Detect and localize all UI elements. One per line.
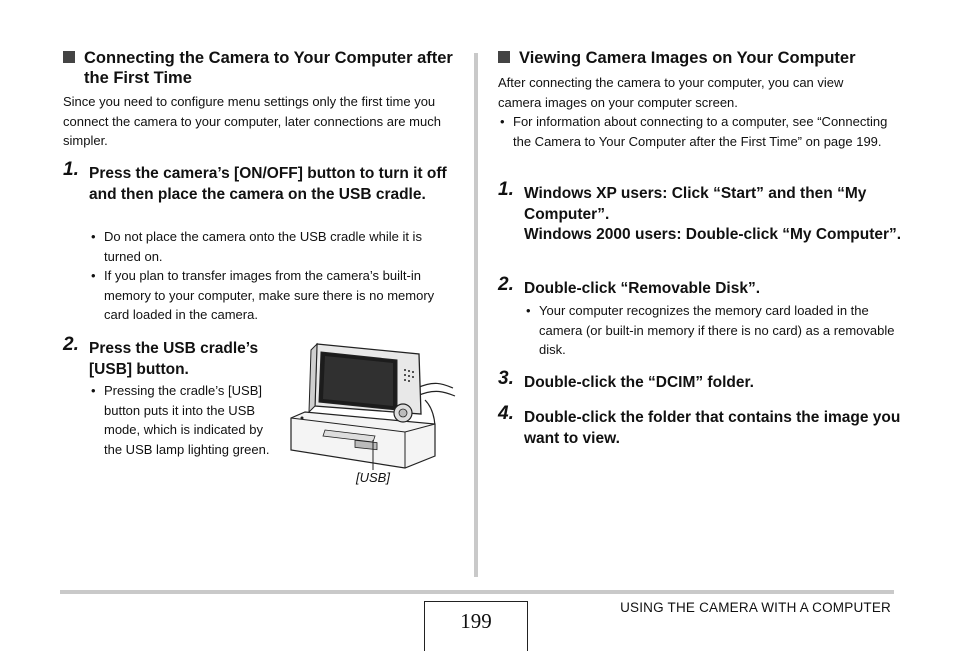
step-text: Double-click the folder that contains the image you want to view.: [524, 409, 901, 447]
figure-caption: [USB]: [356, 470, 390, 485]
step-2: [63, 334, 279, 380]
bullet-item: • Your computer recognizes the memory card loaded in the camera (or built-in memory if there is no card) as a removable disk.: [526, 303, 895, 357]
camera-cradle-illustration: [285, 340, 460, 470]
bullet-item: • For information about connecting to a computer, see “Connecting the Camera to Your Computer after the First Time” on page 199.: [500, 114, 888, 149]
step-text-secondary: Windows 2000 users: Double-click “My Computer”.: [524, 226, 902, 243]
heading-text: Viewing Camera Images on Your Computer: [519, 49, 856, 67]
section-heading: [498, 48, 914, 68]
step-number: 1.: [498, 179, 514, 200]
footer-rule: [60, 590, 894, 594]
step-text: Windows XP users: Click “Start” and then “My Computer”.: [524, 185, 867, 223]
bullet-dot-icon: •: [91, 229, 96, 244]
step-number: 2.: [498, 274, 514, 295]
footer-section-title: USING THE CAMERA WITH A COMPUTER: [620, 600, 891, 615]
square-bullet-icon: [498, 51, 510, 63]
square-bullet-icon: [63, 51, 75, 63]
step-number: 4.: [498, 403, 514, 424]
bullet-item: • If you plan to transfer images from the camera’s built-in memory to your computer, make sure there is no memory card loaded in the camera.: [91, 268, 435, 322]
step-text: Press the USB cradle’s [USB] button.: [89, 340, 259, 378]
bullet-dot-icon: •: [526, 303, 531, 318]
bullet-item: • Do not place the camera onto the USB cradle while it is turned on.: [91, 229, 422, 264]
step-text: Press the camera’s [ON/OFF] button to turn it off and then place the camera on the USB cradle.: [89, 165, 447, 203]
step-4: [498, 403, 904, 449]
bullet-item: • Pressing the cradle’s [USB] button puts it into the USB mode, which is indicated by the USB lamp lighting green.: [91, 383, 270, 457]
bullet-dot-icon: •: [91, 383, 96, 398]
intro-paragraph: Since you need to configure menu settings only the first time you connect the camera to your computer, later connections are much simpler.: [63, 94, 441, 148]
step-3: [498, 368, 904, 394]
step-2: [498, 274, 904, 300]
step-text: Double-click the “DCIM” folder.: [524, 374, 754, 391]
page-number: 199: [424, 601, 528, 651]
step-text: Double-click “Removable Disk”.: [524, 280, 761, 297]
step-number: 3.: [498, 368, 514, 389]
bullet-dot-icon: •: [91, 268, 96, 283]
step-1: [63, 159, 459, 205]
intro-paragraph: After connecting the camera to your computer, you can view camera images on your computer screen.: [498, 75, 844, 110]
heading-text: Connecting the Camera to Your Computer after the First Time: [84, 49, 453, 87]
step-number: 1.: [63, 159, 79, 180]
step-number: 2.: [63, 334, 79, 355]
column-divider: [474, 53, 478, 577]
section-heading: [63, 48, 474, 88]
bullet-dot-icon: •: [500, 114, 505, 129]
step-1: [498, 179, 904, 246]
